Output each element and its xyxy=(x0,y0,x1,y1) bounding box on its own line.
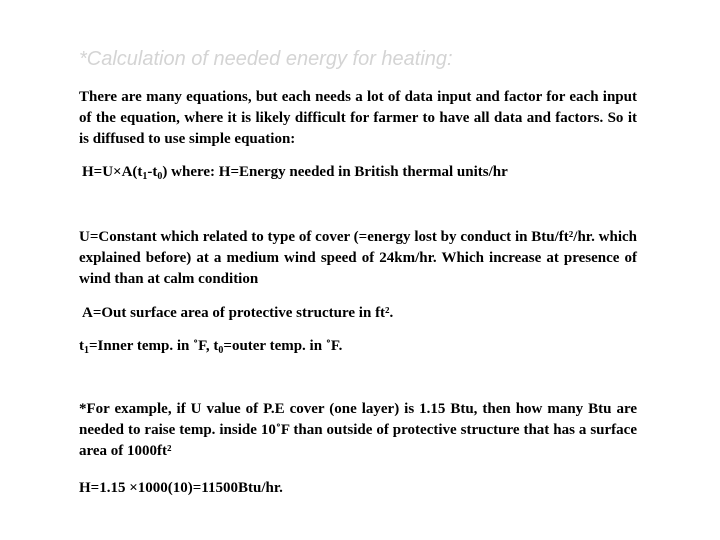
u-definition-paragraph: U=Constant which related to type of cover (=energy lost by conduct in Btu/ft²/hr. which explained before) at a medium wind speed of 24km/hr. Which increase at presence of wind than at calm condition xyxy=(79,229,637,287)
equation-subscript-0: 0 xyxy=(157,171,163,182)
result-line: H=1.15 ×1000(10)=11500Btu/hr. xyxy=(79,480,283,496)
equation-part-a: H=U×A(t xyxy=(82,164,143,180)
equation-line xyxy=(82,162,640,183)
temps-part-a: t xyxy=(79,338,84,354)
equation-part-b: -t xyxy=(147,164,158,180)
temps-subscript-1: 1 xyxy=(84,345,89,356)
slide-title: *Calculation of needed energy for heating: xyxy=(79,48,453,70)
temps-part-b: =Inner temp. in ˚F, t xyxy=(89,338,219,354)
equation-part-c: ) where: H=Energy needed in British thermal units/hr xyxy=(162,164,508,180)
temps-part-c: =outer temp. in ˚F. xyxy=(223,338,343,354)
temperature-definition-line xyxy=(79,336,637,357)
intro-paragraph: There are many equations, but each needs a lot of data input and factor for each input of the equation, where it is likely difficult for farmer to have all data and factors. So it is diffused to use simple equation: xyxy=(79,89,637,147)
equation-subscript-1: 1 xyxy=(142,171,148,182)
a-definition-line: A=Out surface area of protective structure in ft². xyxy=(82,305,394,321)
temps-subscript-0: 0 xyxy=(218,345,224,356)
example-paragraph: *For example, if U value of P.E cover (one layer) is 1.15 Btu, then how many Btu are needed to raise temp. inside 10˚F than outside of protective structure that has a surface area of 1000ft² xyxy=(79,401,637,459)
